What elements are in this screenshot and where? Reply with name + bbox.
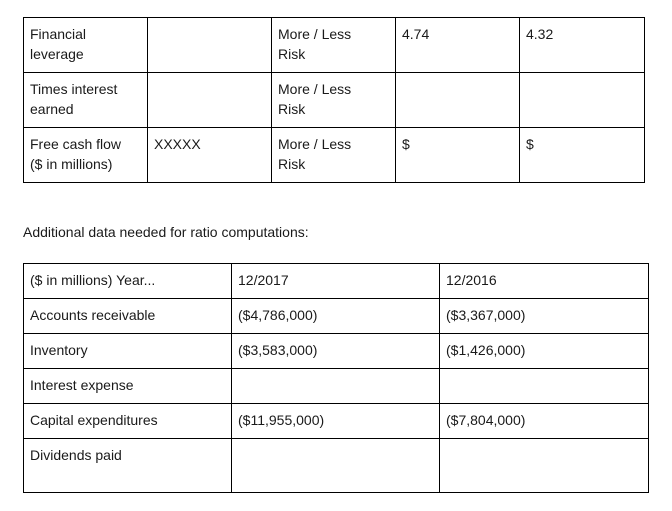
metric-cell (24, 73, 148, 128)
year2-cell (520, 18, 645, 73)
year1-value: $ (402, 136, 410, 152)
year2-value: $ (526, 136, 534, 152)
risk-cell (272, 73, 396, 128)
row-label: Inventory (24, 334, 232, 369)
value-text: XXXXX (154, 136, 201, 152)
data-table (23, 263, 649, 493)
table-row (24, 439, 649, 493)
metric-cell (24, 128, 148, 183)
year1-cell (396, 18, 520, 73)
value-2017: ($4,786,000) (232, 299, 440, 334)
year1-cell (396, 73, 520, 128)
metric-label: Financial leverage (30, 26, 87, 62)
value-cell (148, 128, 272, 183)
value-cell (148, 73, 272, 128)
metric-cell (24, 18, 148, 73)
year1-value: 4.74 (402, 26, 430, 42)
value-2016 (440, 439, 649, 493)
risk-text: More / Less Risk (278, 81, 352, 117)
header-year-2016: 12/2016 (440, 264, 649, 299)
risk-cell (272, 128, 396, 183)
metric-label: Free cash flow ($ in millions) (30, 136, 122, 172)
header-label: ($ in millions) Year... (24, 264, 232, 299)
row-label: Dividends paid (24, 439, 232, 493)
value-2016: ($7,804,000) (440, 404, 649, 439)
risk-cell (272, 18, 396, 73)
row-label: Interest expense (24, 369, 232, 404)
header-year-2017: 12/2017 (232, 264, 440, 299)
risk-text: More / Less Risk (278, 26, 352, 62)
header-row (24, 264, 649, 299)
year1-cell (396, 128, 520, 183)
table-row (24, 299, 649, 334)
table-row (24, 369, 649, 404)
value-2016: ($3,367,000) (440, 299, 649, 334)
value-2016 (440, 369, 649, 404)
value-2017: ($11,955,000) (232, 404, 440, 439)
table-row (24, 334, 649, 369)
value-2017 (232, 369, 440, 404)
risk-text: More / Less Risk (278, 136, 352, 172)
table-row (24, 73, 645, 128)
metric-label: Times interest earned (30, 81, 118, 117)
year2-value: 4.32 (526, 26, 554, 42)
year2-cell (520, 128, 645, 183)
value-cell (148, 18, 272, 73)
table-row (24, 404, 649, 439)
table-row (24, 18, 645, 73)
ratio-table (23, 17, 645, 183)
row-label: Capital expenditures (24, 404, 232, 439)
year2-cell (520, 73, 645, 128)
note-text: Additional data needed for ratio computations: (23, 224, 309, 240)
value-2017: ($3,583,000) (232, 334, 440, 369)
table-row (24, 128, 645, 183)
value-2017 (232, 439, 440, 493)
value-2016: ($1,426,000) (440, 334, 649, 369)
row-label: Accounts receivable (24, 299, 232, 334)
